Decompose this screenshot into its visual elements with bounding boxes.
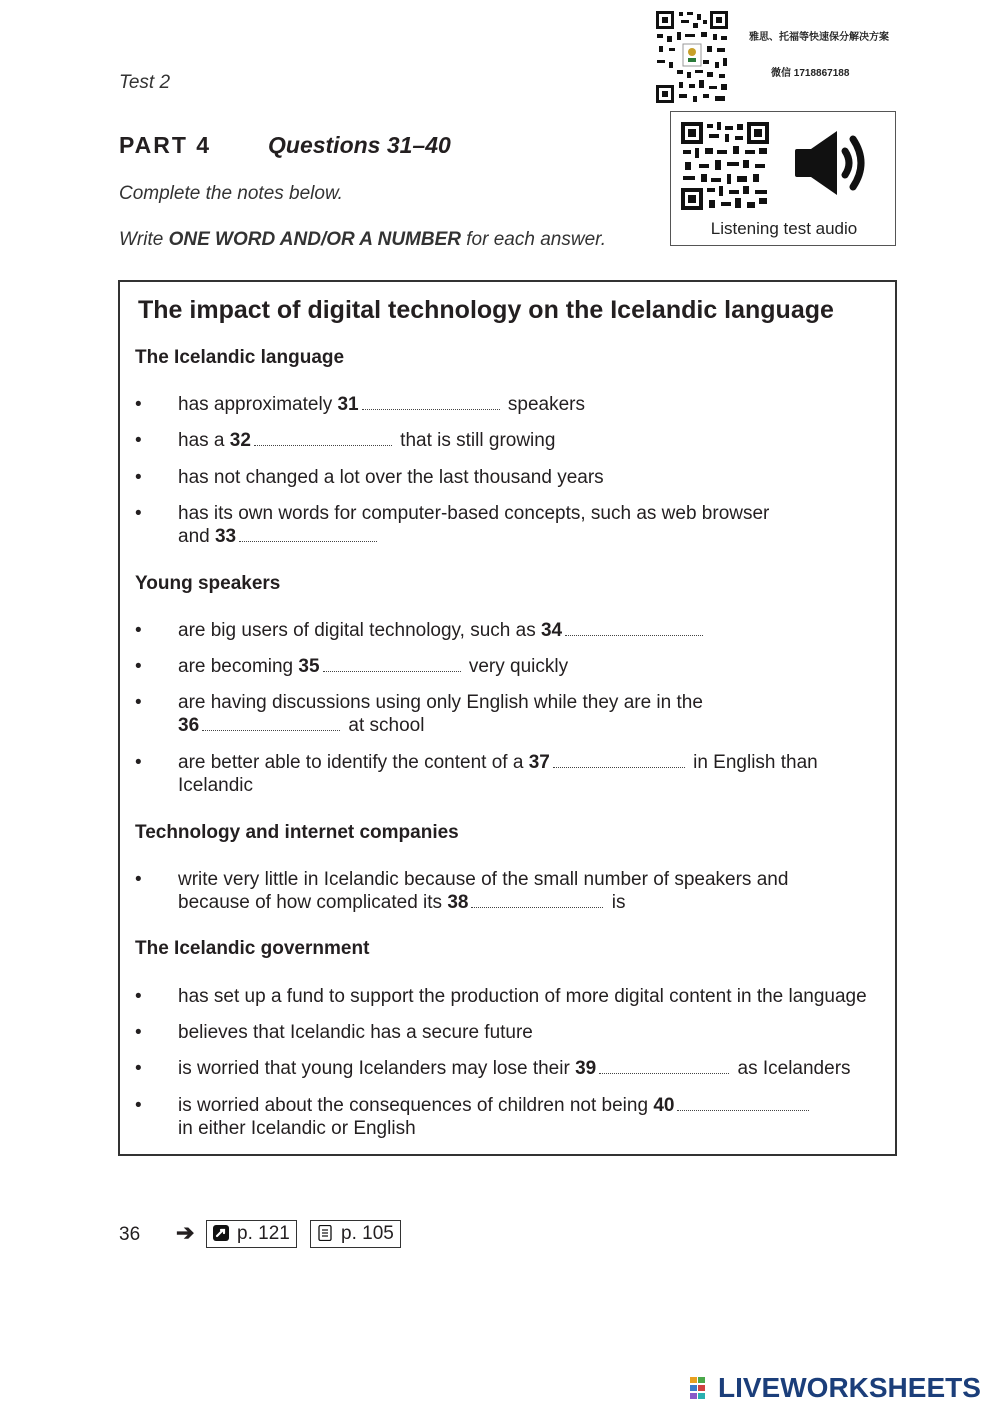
bullet: • xyxy=(135,503,142,524)
answer-blank-37[interactable] xyxy=(553,753,685,768)
audio-caption: Listening test audio xyxy=(710,219,858,238)
key-icon xyxy=(213,1225,229,1241)
question-number: 36 xyxy=(178,715,200,736)
promo-qr-code-icon xyxy=(655,10,729,104)
question-number: 32 xyxy=(229,430,251,451)
instruction-complete: Complete the notes below. xyxy=(119,183,343,204)
question-number: 33 xyxy=(214,526,237,547)
document-icon xyxy=(317,1225,333,1241)
page-number: 36 xyxy=(119,1224,141,1245)
answer-blank-40[interactable] xyxy=(677,1096,809,1111)
answer-blank-38[interactable] xyxy=(471,893,603,908)
bullet: • xyxy=(135,752,142,773)
bullet: • xyxy=(135,430,142,451)
bullet: • xyxy=(135,1058,142,1079)
bullet: • xyxy=(135,394,142,415)
transcript-reference[interactable]: p. 105 xyxy=(310,1220,401,1248)
answer-blank-36[interactable] xyxy=(202,716,340,731)
section-heading-icelandic-language: The Icelandic language xyxy=(135,347,345,368)
test-label: Test 2 xyxy=(119,72,171,93)
answer-blank-32[interactable] xyxy=(254,431,392,446)
liveworksheets-logo-icon xyxy=(690,1377,716,1399)
bullet: • xyxy=(135,656,142,677)
bullet: • xyxy=(135,692,142,713)
answer-blank-34[interactable] xyxy=(565,621,703,636)
question-number: 40 xyxy=(653,1095,675,1116)
bullet: • xyxy=(135,1095,142,1116)
question-number: 37 xyxy=(528,752,550,773)
questions-range: Questions 31–40 xyxy=(268,132,451,158)
promo-wechat: 微信 1718867188 xyxy=(771,68,850,79)
question-number: 38 xyxy=(447,892,469,913)
promo-text: 雅思、托福等快速保分解决方案 xyxy=(749,32,889,43)
bullet: • xyxy=(135,986,142,1007)
liveworksheets-logo: LIVEWORKSHEETS xyxy=(690,1372,981,1404)
part-title: PART 4 xyxy=(119,132,212,158)
answer-key-reference[interactable]: p. 121 xyxy=(206,1220,297,1248)
bullet: • xyxy=(135,467,142,488)
section-heading-government: The Icelandic government xyxy=(135,938,370,959)
speaker-icon[interactable] xyxy=(793,127,871,199)
audio-box[interactable] xyxy=(670,111,896,246)
question-number: 35 xyxy=(298,656,320,677)
bullet: • xyxy=(135,1022,142,1043)
audio-qr-code-icon[interactable] xyxy=(681,122,769,210)
answer-blank-31[interactable] xyxy=(362,395,500,410)
notes-title: The impact of digital technology on the Icelandic language xyxy=(138,296,834,324)
question-number: 34 xyxy=(540,620,563,641)
answer-blank-35[interactable] xyxy=(323,657,461,672)
bullet: • xyxy=(135,869,142,890)
bullet: • xyxy=(135,620,142,641)
section-heading-young-speakers: Young speakers xyxy=(135,573,281,594)
question-number: 39 xyxy=(575,1058,597,1079)
question-number: 31 xyxy=(337,394,359,415)
answer-blank-33[interactable] xyxy=(239,527,377,542)
arrow-right-icon: ➔ xyxy=(176,1220,195,1245)
instruction-word-limit: Write ONE WORD AND/OR A NUMBER for each answer. xyxy=(119,229,607,250)
answer-blank-39[interactable] xyxy=(599,1059,729,1074)
section-heading-technology-companies: Technology and internet companies xyxy=(135,822,459,843)
